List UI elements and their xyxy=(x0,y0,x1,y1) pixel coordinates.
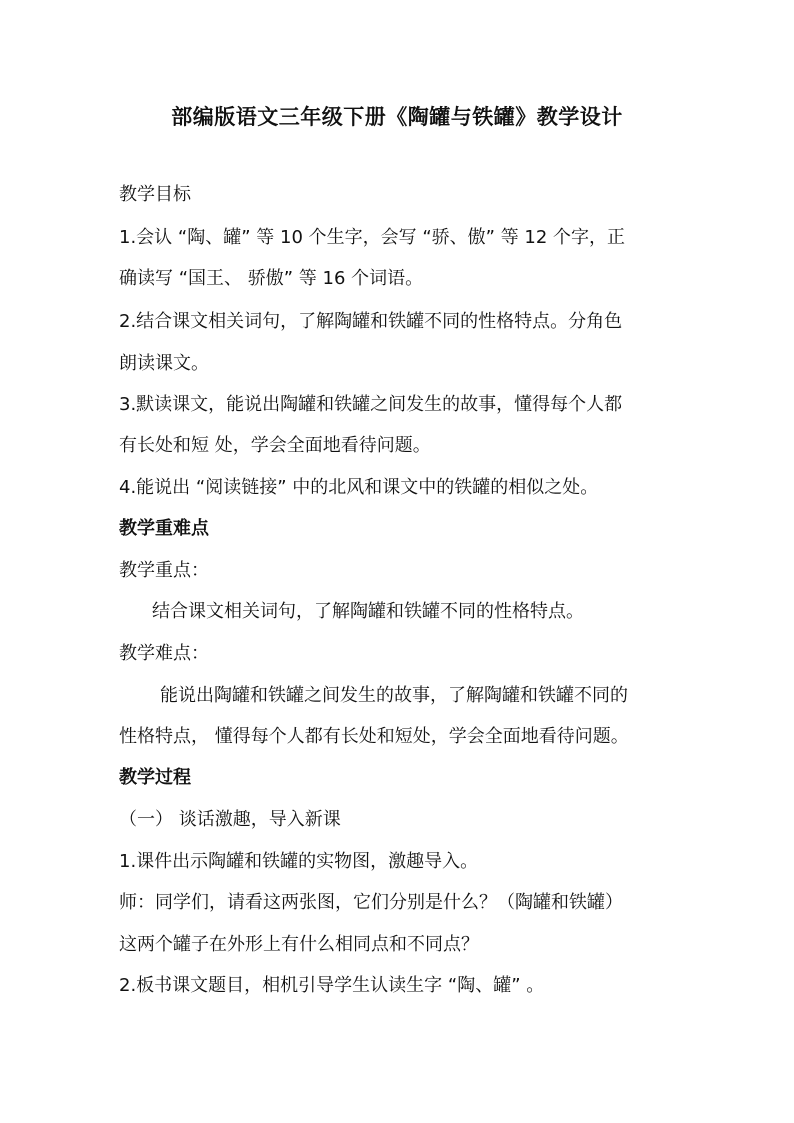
paragraph-line: 结合课文相关词句，了解陶罐和铁罐不同的性格特点。 xyxy=(152,601,584,622)
paragraph-line: 性格特点， 懂得每个人都有长处和短处，学会全面地看待问题。 xyxy=(119,726,629,747)
paragraph-line: 朗读课文。 xyxy=(119,353,209,374)
subheading-key-point: 教学重点： xyxy=(119,560,209,581)
section-heading-key-points: 教学重难点 xyxy=(119,518,209,539)
subheading-difficulty: 教学难点： xyxy=(119,643,209,664)
paragraph-line: 3.默读课文，能说出陶罐和铁罐之间发生的故事，懂得每个人都 xyxy=(119,394,623,415)
section-heading-goals: 教学目标 xyxy=(119,184,191,205)
paragraph-line: 1.会认 “陶、罐” 等 10 个生字，会写 “骄、傲” 等 12 个字，正 xyxy=(119,227,626,248)
paragraph-line: 1.课件出示陶罐和铁罐的实物图，激趣导入。 xyxy=(119,851,479,872)
document-title: 部编版语文三年级下册《陶罐与铁罐》教学设计 xyxy=(171,105,623,129)
section-heading-process: 教学过程 xyxy=(119,767,191,788)
paragraph-line: 2.板书课文题目，相机引导学生认读生字 “陶、罐” 。 xyxy=(119,975,545,996)
paragraph-line: 确读写 “国王、 骄傲” 等 16 个词语。 xyxy=(119,268,424,289)
paragraph-line: 师：同学们，请看这两张图，它们分别是什么？（陶罐和铁罐） xyxy=(119,892,623,913)
subheading-step-one: （一） 谈话激趣，导入新课 xyxy=(119,809,341,830)
paragraph-line: 能说出陶罐和铁罐之间发生的故事，了解陶罐和铁罐不同的 xyxy=(160,685,628,706)
paragraph-line: 2.结合课文相关词句，了解陶罐和铁罐不同的性格特点。分角色 xyxy=(119,311,623,332)
paragraph-line: 这两个罐子在外形上有什么相同点和不同点？ xyxy=(119,934,479,955)
paragraph-line: 4.能说出 “阅读链接” 中的北风和课文中的铁罐的相似之处。 xyxy=(119,477,599,498)
paragraph-line: 有长处和短 处，学会全面地看待问题。 xyxy=(119,435,431,456)
